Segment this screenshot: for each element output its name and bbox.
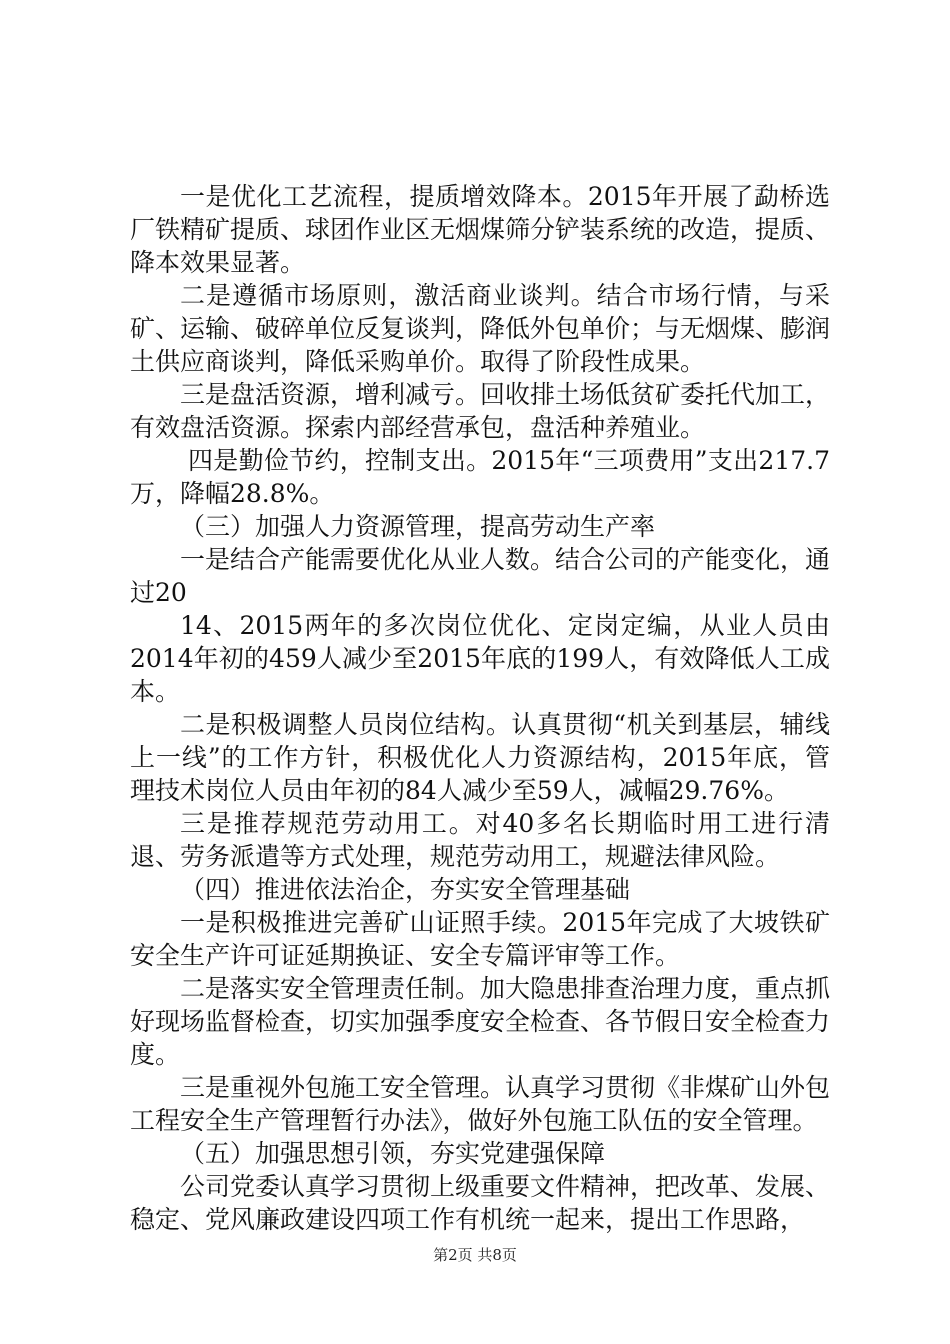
paragraph-6: 14、2015两年的多次岗位优化、定岗定编，从业人员由2014年初的459人减少至2015年底的199人，有效降低人工成本。 bbox=[130, 611, 830, 706]
paragraph-1: 一是优化工艺流程，提质增效降本。2015年开展了勐桥选厂铁精矿提质、球团作业区无烟煤筛分铲装系统的改造，提质、降本效果显著。 bbox=[130, 182, 831, 277]
paragraph-2: 二是遵循市场原则，激活商业谈判。结合市场行情，与采矿、运输、破碎单位反复谈判，降低外包单价；与无烟煤、膨润土供应商谈判，降低采购单价。取得了阶段性成果。 bbox=[130, 281, 831, 376]
page-footer: 第2页 共8页 bbox=[433, 1246, 517, 1264]
paragraph-10: 二是落实安全管理责任制。加大隐患排查治理力度，重点抓好现场监督检查，切实加强季度安全检查、各节假日安全检查力度。 bbox=[130, 974, 831, 1069]
section-heading-4: （四）推进依法治企，夯实安全管理基础 bbox=[180, 875, 631, 904]
document-body bbox=[130, 180, 830, 1236]
paragraph-5: 一是结合产能需要优化从业人数。结合公司的产能变化，通过20 bbox=[130, 545, 831, 607]
paragraph-11: 三是重视外包施工安全管理。认真学习贯彻《非煤矿山外包工程安全生产管理暂行办法》，做好外包施工队伍的安全管理。 bbox=[130, 1073, 831, 1135]
section-heading-3: （三）加强人力资源管理，提高劳动生产率 bbox=[180, 512, 656, 541]
paragraph-9: 一是积极推进完善矿山证照手续。2015年完成了大坡铁矿安全生产许可证延期换证、安全专篇评审等工作。 bbox=[130, 908, 830, 970]
paragraph-7: 二是积极调整人员岗位结构。认真贯彻“机关到基层，辅线上一线”的工作方针，积极优化人力资源结构，2015年底，管理技术岗位人员由年初的84人减少至59人，减幅29.76%。 bbox=[130, 710, 830, 805]
paragraph-8: 三是推荐规范劳动用工。对40多名长期临时用工进行清退、劳务派遣等方式处理，规范劳动用工，规避法律风险。 bbox=[130, 809, 830, 871]
paragraph-12: 公司党委认真学习贯彻上级重要文件精神，把改革、发展、稳定、党风廉政建设四项工作有机统一起来，提出工作思路， bbox=[130, 1172, 831, 1234]
section-heading-5: （五）加强思想引领，夯实党建强保障 bbox=[180, 1139, 606, 1168]
paragraph-4: 四是勤俭节约，控制支出。2015年“三项费用”支出217.7万，降幅28.8%。 bbox=[130, 446, 830, 508]
paragraph-3: 三是盘活资源，增利减亏。回收排土场低贫矿委托代加工，有效盘活资源。探索内部经营承包，盘活种养殖业。 bbox=[130, 380, 831, 442]
